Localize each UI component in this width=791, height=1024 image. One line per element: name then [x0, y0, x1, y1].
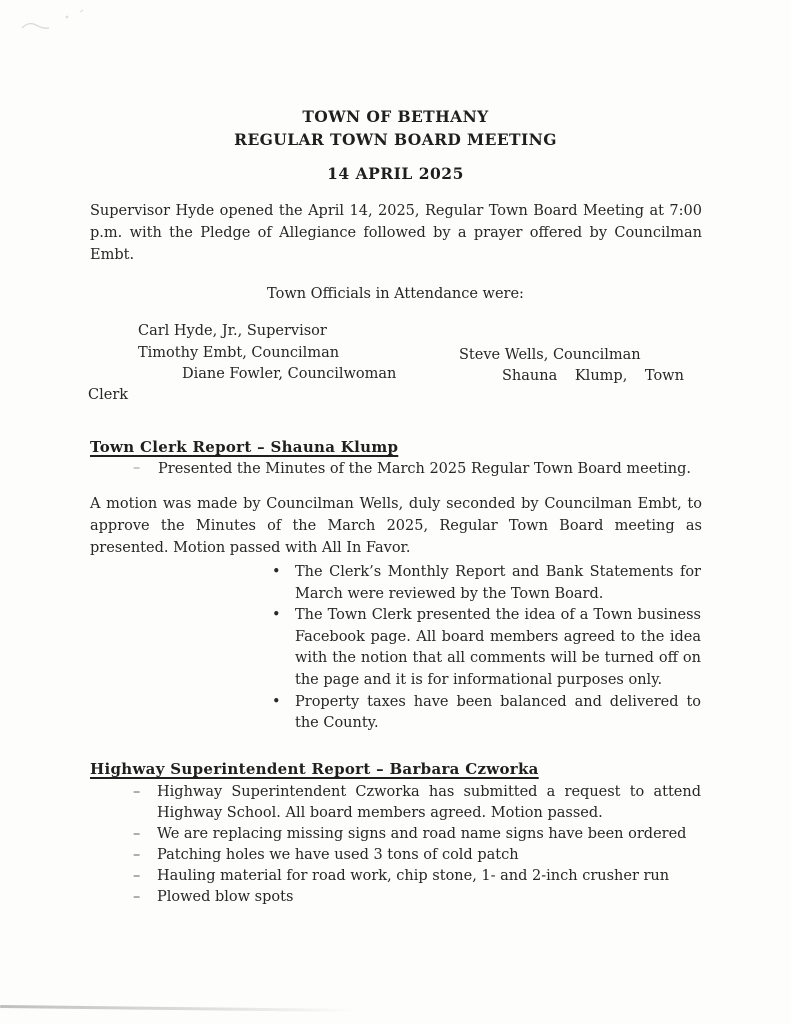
attendee-councilwoman: Diane Fowler, Councilwoman — [182, 366, 397, 382]
highway-item-signs: – We are replacing missing signs and road name signs have been ordered — [133, 824, 701, 845]
opening-paragraph: Supervisor Hyde opened the April 14, 2025, Regular Town Board Meeting at 7:00 p.m. with the Pledge of Allegiance followed by a prayer offered by Councilman Embt. — [90, 203, 702, 263]
clerk-report-bullet-list — [270, 562, 701, 735]
highway-item-cold-patch: – Patching holes we have used 3 tons of cold patch — [133, 845, 701, 866]
highway-report-list — [133, 782, 701, 907]
title-line-1: TOWN OF BETHANY — [302, 107, 489, 126]
attendee-supervisor: Carl Hyde, Jr., Supervisor — [138, 323, 327, 339]
highway-item-hauling: – Hauling material for road work, chip stone, 1- and 2-inch crusher run — [133, 866, 701, 887]
scan-artifact-line — [0, 1005, 358, 1012]
clerk-bullet-monthly-report: • The Clerk’s Monthly Report and Bank Statements for March were reviewed by the Town Board. — [270, 562, 701, 605]
clerk-bullet-property-taxes: • Property taxes have been balanced and delivered to the County. — [270, 692, 701, 735]
motion-paragraph: A motion was made by Councilman Wells, duly seconded by Councilman Embt, to approve the Minutes of the March 2025, Regular Town Board meeting as presented. Motion passed with All In Favor. — [90, 496, 702, 556]
meeting-date: 14 APRIL 2025 — [327, 164, 464, 183]
attendance-heading: Town Officials in Attendance were: — [267, 286, 524, 302]
highway-report-heading: Highway Superintendent Report – Barbara Czworka — [90, 760, 539, 778]
attendee-councilman-embt: Timothy Embt, Councilman — [138, 345, 340, 361]
scan-smudge — [14, 8, 84, 38]
attendee-councilman-wells: Steve Wells, Councilman — [459, 347, 641, 363]
town-clerk-report-heading: Town Clerk Report – Shauna Klump — [90, 438, 399, 456]
clerk-bullet-facebook-page: • The Town Clerk presented the idea of a Town business Facebook page. All board members agreed to the idea with the notion that all comments will be turned off on the page and it is for informational purposes only. — [270, 605, 701, 691]
attendee-town-clerk: Shauna Klump, Town — [502, 368, 684, 384]
highway-item-plowing: – Plowed blow spots — [133, 887, 701, 908]
clerk-minutes-note: – Presented the Minutes of the March 2025 Regular Town Board meeting. — [133, 461, 701, 477]
document-header — [0, 105, 791, 151]
highway-item-school-request: – Highway Superintendent Czworka has submitted a request to attend Highway School. All board members agreed. Motion passed. — [133, 782, 701, 824]
title-line-2: REGULAR TOWN BOARD MEETING — [234, 130, 557, 149]
attendee-wrapped-word: Clerk — [88, 387, 129, 403]
